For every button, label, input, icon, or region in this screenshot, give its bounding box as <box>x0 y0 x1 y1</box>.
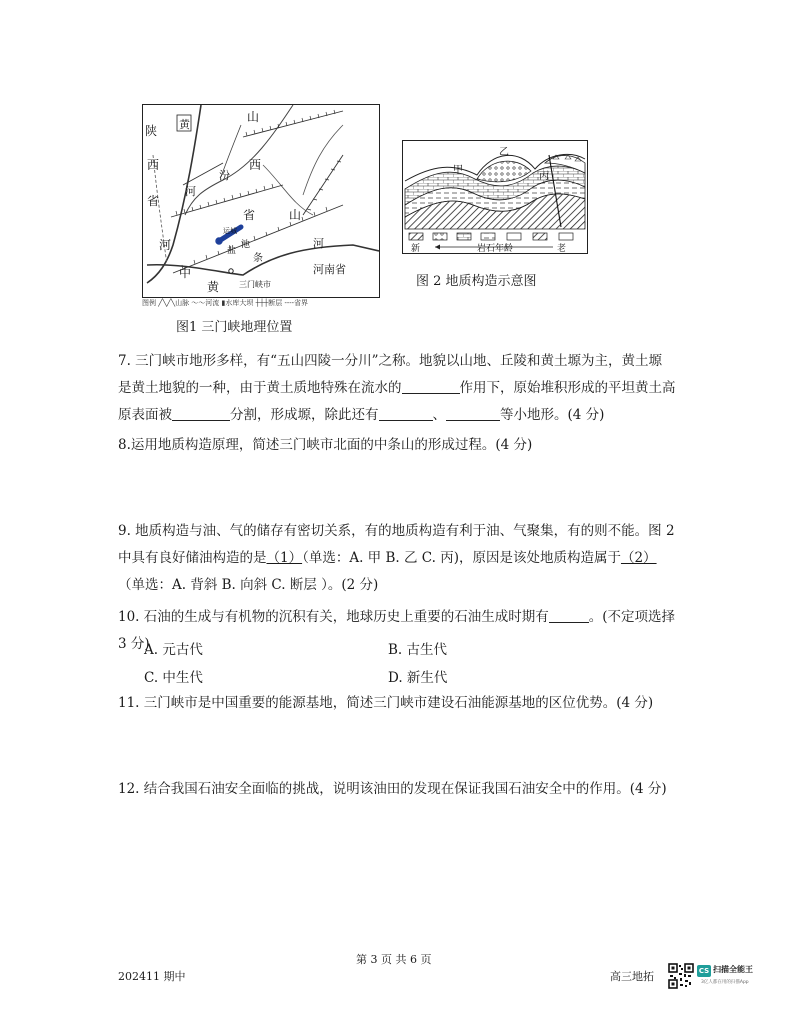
q7-blank-1[interactable] <box>402 379 460 394</box>
layer-dotted <box>477 161 531 182</box>
q7-blank-4[interactable] <box>446 406 500 421</box>
q9-blank-1[interactable]: （1） <box>266 550 303 566</box>
label-rock-age: 岩石年龄 <box>477 244 514 253</box>
label-henan: 河南省 <box>313 263 346 276</box>
geology-drawing <box>403 141 587 253</box>
q10-blank[interactable] <box>549 608 589 623</box>
scan-subtitle: 3亿人都在用的扫描App <box>701 980 749 985</box>
question-7 <box>118 348 678 429</box>
label-zhong: 中 <box>179 266 192 280</box>
label-shaan: 陕 <box>145 124 158 138</box>
label-yuncheng: 运城 <box>223 227 237 235</box>
scanner-watermark <box>697 963 761 989</box>
label-xi2: 西 <box>249 158 262 172</box>
label-xi: 西 <box>147 158 160 172</box>
q9-line1: 9. 地质构造与油、气的储存有密切关系，有的地质构造有利于油、气聚集，有的则不能。图 2 <box>118 523 675 539</box>
q10-option-b[interactable]: B. 古生代 <box>388 642 448 658</box>
label-yi: 乙 <box>499 147 509 158</box>
q10-option-c[interactable]: C. 中生代 <box>144 670 203 686</box>
q7-blank-3[interactable] <box>379 406 433 421</box>
figure2-caption: 图 2 地质构造示意图 <box>416 274 537 289</box>
label-shan-top: 山 <box>247 110 260 124</box>
label-huang-top: 黄 <box>179 118 190 131</box>
label-chi: 池 <box>241 240 251 250</box>
q7-blank-2[interactable] <box>172 406 230 421</box>
q10-option-a[interactable]: A. 元古代 <box>144 642 203 658</box>
label-tiao: 条 <box>253 253 263 264</box>
label-he3: 河 <box>313 237 324 250</box>
label-yan: 盐 <box>227 246 237 256</box>
label-sanmenxia: 三门峡市 <box>239 280 271 289</box>
q9-line2: 中具有良好储油构造的是（1）（单选：A. 甲 B. 乙 C. 丙)，原因是该处地质构造属于（2） <box>118 550 657 566</box>
footer-right: 高三地拓 <box>610 970 654 983</box>
q9-blank-2[interactable]: （2） <box>620 550 657 566</box>
question-8: 8.运用地质构造原理，简述三门峡市北面的中条山的形成过程。(4 分) <box>118 437 533 453</box>
label-bing: 丙 <box>539 171 549 182</box>
qr-code-icon <box>668 963 694 989</box>
label-lao: 老 <box>557 244 567 253</box>
cs-logo-icon: CS <box>698 967 710 975</box>
label-xin: 新 <box>411 244 421 253</box>
label-he1: 河 <box>185 185 196 198</box>
label-sheng: 省 <box>147 194 160 208</box>
footer-left: 202411 期中 <box>118 970 186 983</box>
figure1-map <box>142 104 380 298</box>
sanmenxia-marker <box>229 269 233 273</box>
scan-title: 扫描全能王 <box>713 965 753 974</box>
fen-river <box>185 105 293 215</box>
question-11: 11. 三门峡市是中国重要的能源基地，简述三门峡市建设石油能源基地的区位优势。(4 分) <box>118 695 654 711</box>
question-10: 10. 石油的生成与有机物的沉积有关，地球历史上重要的石油生成时期有 。(不定项选择 3 分) <box>118 609 676 652</box>
q7-line2: 是黄土地貌的一种，由于黄土质地特殊在流水的 作用下，原始堆积形成的平坦黄土高 <box>118 380 676 396</box>
q9-line3: （单选：A. 背斜 B. 向斜 C. 断层 ）。(2 分) <box>118 577 379 593</box>
label-he2: 河 <box>159 238 172 252</box>
figure1-legend: 图例 ╱╲╱╲山脉 ～～河流 ▮水库大坝 ┼┼┼断层 ‐‐‐‐省界 <box>142 299 308 307</box>
page-number: 第 3 页 共 6 页 <box>356 953 432 966</box>
label-jia: 甲 <box>453 165 463 176</box>
figure1-caption: 图1 三门峡地理位置 <box>176 320 293 335</box>
map-drawing <box>143 105 379 297</box>
label-shan2: 山 <box>289 208 302 222</box>
label-huang-bottom: 黄 <box>207 280 220 294</box>
figure2-diagram <box>402 140 588 254</box>
question-12: 12. 结合我国石油安全面临的挑战，说明该油田的发现在保证我国石油安全中的作用。(4 分) <box>118 781 667 797</box>
q7-line1: 7. 三门峡市地形多样，有“五山四陵一分川”之称。地貌以山地、丘陵和黄土塬为主，黄土塬 <box>118 353 662 369</box>
q7-line3: 原表面被 分割，形成塬，除此还有 、 等小地形。(4 分) <box>118 407 605 423</box>
label-sheng2: 省 <box>243 208 256 222</box>
label-fen: 汾 <box>219 169 230 182</box>
q10-option-d[interactable]: D. 新生代 <box>388 670 448 686</box>
question-9 <box>118 518 678 599</box>
